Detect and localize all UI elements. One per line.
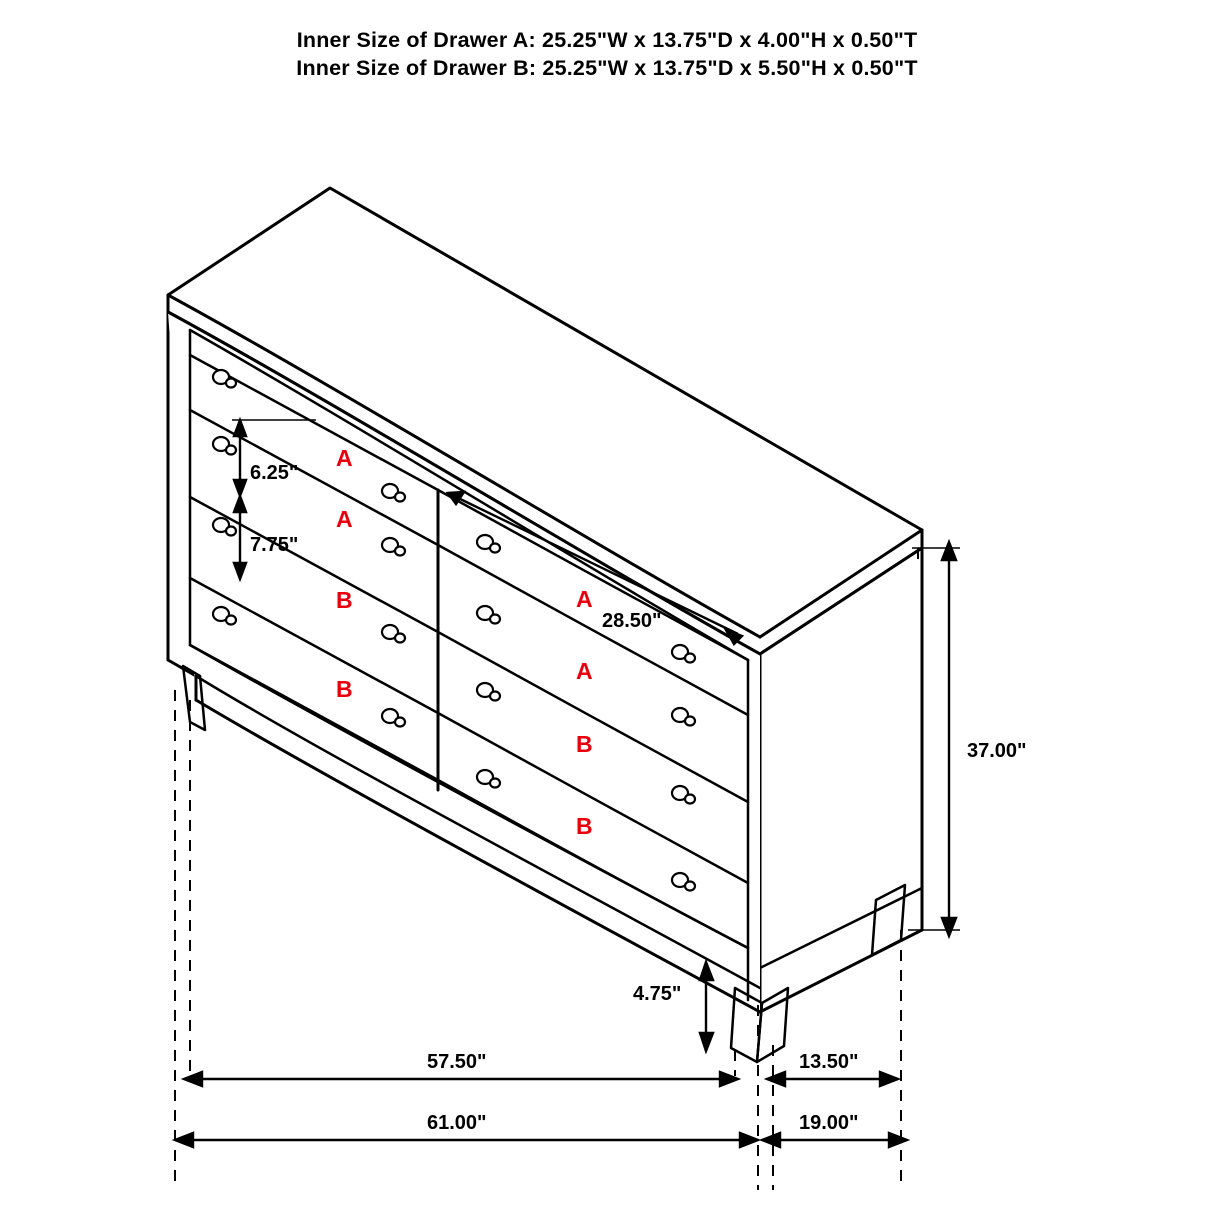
drawer-label-b-1: B	[336, 587, 353, 613]
dim-label-overall-width: 61.00"	[427, 1112, 487, 1134]
drawer-label-a-4: A	[576, 658, 593, 684]
dim-label-overall-depth: 19.00"	[799, 1112, 859, 1134]
dim-label-drawer-a-height: 6.25"	[250, 462, 299, 484]
dim-label-leg-height: 4.75"	[633, 983, 682, 1005]
dim-label-top-depth: 28.50"	[602, 610, 662, 632]
drawer-label-b-4: B	[576, 813, 593, 839]
drawer-label-a-2: A	[336, 506, 353, 532]
drawer-label-a-1: A	[336, 445, 353, 471]
dim-label-drawer-b-height: 7.75"	[250, 534, 299, 556]
dim-label-case-width: 57.50"	[427, 1051, 487, 1073]
drawer-label-a-3: A	[576, 586, 593, 612]
drawer-b-spec: Inner Size of Drawer B: 25.25"W x 13.75"D x 5.50"H x 0.50"T	[296, 56, 918, 80]
drawer-a-spec: Inner Size of Drawer A: 25.25"W x 13.75"D x 4.00"H x 0.50"T	[296, 28, 918, 52]
dim-label-side-depth: 13.50"	[799, 1051, 859, 1073]
drawer-label-b-2: B	[336, 676, 353, 702]
drawer-label-b-3: B	[576, 731, 593, 757]
dim-label-overall-height: 37.00"	[967, 740, 1027, 762]
